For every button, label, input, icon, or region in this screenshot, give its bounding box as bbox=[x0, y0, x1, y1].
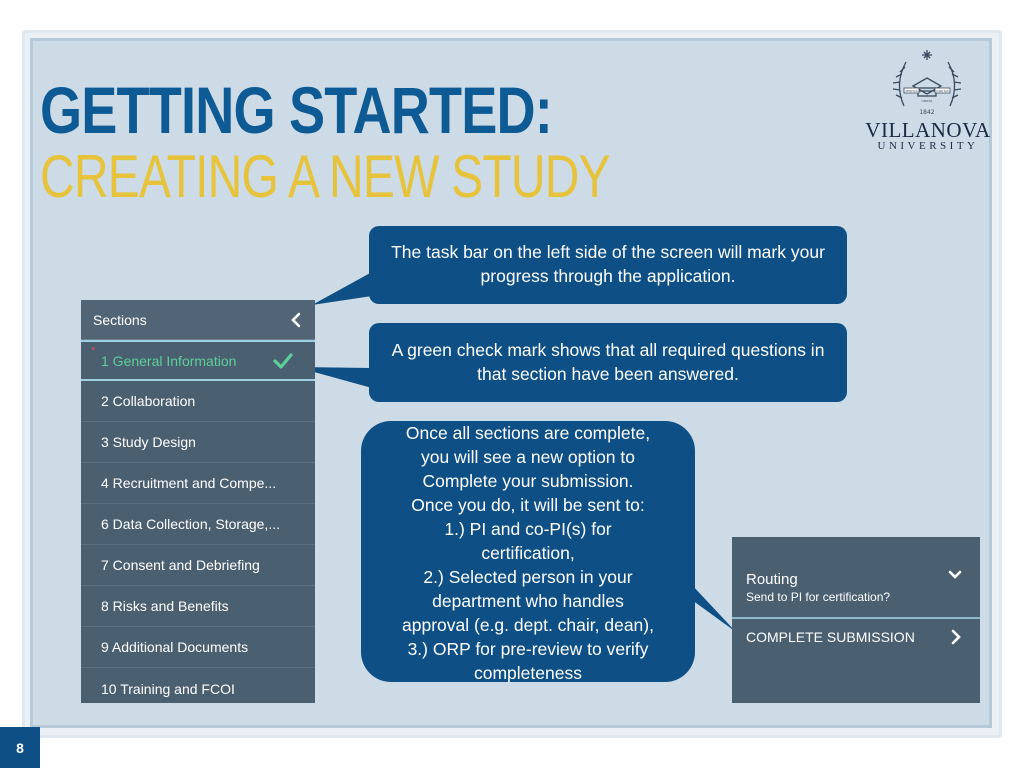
green-check-icon bbox=[273, 353, 293, 369]
callout-complete-submission bbox=[361, 421, 695, 682]
callout-line: Once you do, it will be sent to: bbox=[411, 495, 645, 515]
sidebar-item-consent[interactable] bbox=[81, 545, 315, 586]
sidebar-item-label: 3 Study Design bbox=[101, 434, 196, 450]
sidebar-item-label: 9 Additional Documents bbox=[101, 639, 249, 655]
required-marker: * bbox=[91, 345, 96, 357]
callout-line: approval (e.g. dept. chair, dean), bbox=[402, 615, 654, 635]
sidebar-item-label: 8 Risks and Benefits bbox=[101, 598, 229, 614]
collapse-chevron-left-icon[interactable] bbox=[289, 312, 303, 328]
routing-subtitle: Send to PI for certification? bbox=[746, 590, 891, 604]
callout-taskbar: The task bar on the left side of the screen will mark your progress through the application. bbox=[369, 226, 847, 304]
sidebar-item-label: 6 Data Collection, Storage,... bbox=[101, 516, 280, 532]
sections-title: Sections bbox=[93, 311, 147, 328]
sidebar-item-label: 7 Consent and Debriefing bbox=[101, 557, 260, 573]
villanova-logo bbox=[858, 42, 998, 152]
sections-header[interactable] bbox=[81, 300, 315, 340]
chevron-right-icon bbox=[950, 629, 962, 645]
complete-submission-label: COMPLETE SUBMISSION bbox=[746, 629, 915, 645]
seal-word-veritas: VERITAS bbox=[905, 89, 918, 93]
callout-line: Once all sections are complete, bbox=[405, 423, 651, 443]
expand-chevron-down-icon[interactable] bbox=[948, 569, 962, 581]
callout-line: certification, bbox=[481, 543, 575, 563]
callout-checkmark: A green check mark shows that all required questions in that section have been answered. bbox=[369, 323, 847, 402]
page-number: 8 bbox=[0, 727, 40, 768]
routing-section[interactable] bbox=[732, 537, 980, 619]
sidebar-item-study-design[interactable] bbox=[81, 422, 315, 463]
slide-subtitle: CREATING A NEW STUDY bbox=[40, 143, 610, 210]
sidebar-item-label: 4 Recruitment and Compe... bbox=[101, 475, 277, 491]
seal-year: 1842 bbox=[919, 109, 935, 116]
logo-wordmark: VILLANOVA bbox=[865, 118, 991, 142]
seal-word-unitas: UNITAS bbox=[921, 99, 933, 103]
university-seal-icon bbox=[888, 44, 966, 122]
sidebar-item-general-information[interactable] bbox=[81, 340, 315, 381]
sidebar-item-data-collection[interactable] bbox=[81, 504, 315, 545]
callout-line: 1.) PI and co-PI(s) for bbox=[444, 519, 612, 539]
callout-line: you will see a new option to bbox=[420, 447, 636, 467]
sidebar-item-training-fcoi[interactable] bbox=[81, 668, 315, 709]
sidebar-item-label: 2 Collaboration bbox=[101, 393, 196, 409]
callout-line: 2.) Selected person in your bbox=[423, 567, 633, 587]
callout-line: completeness bbox=[474, 663, 582, 683]
sidebar-item-label: 1 General Information bbox=[101, 352, 237, 369]
callout-line: department who handles bbox=[432, 591, 624, 611]
sidebar-item-additional-documents[interactable] bbox=[81, 627, 315, 668]
seal-word-caritas: CARITAS bbox=[936, 89, 949, 93]
slide-title: GETTING STARTED: bbox=[40, 73, 553, 147]
sidebar-item-recruitment[interactable] bbox=[81, 463, 315, 504]
callout-line: 3.) ORP for pre-review to verify bbox=[407, 639, 649, 659]
sidebar-item-risks-benefits[interactable] bbox=[81, 586, 315, 627]
callout-line: Complete your submission. bbox=[422, 471, 634, 491]
routing-panel bbox=[732, 537, 980, 703]
sidebar-item-label: 10 Training and FCOI bbox=[101, 680, 235, 697]
sections-sidebar bbox=[81, 300, 315, 703]
logo-university-label: UNIVERSITY bbox=[877, 140, 979, 152]
routing-title: Routing bbox=[746, 571, 798, 588]
sidebar-item-collaboration[interactable] bbox=[81, 381, 315, 422]
complete-submission-button[interactable] bbox=[732, 619, 980, 655]
